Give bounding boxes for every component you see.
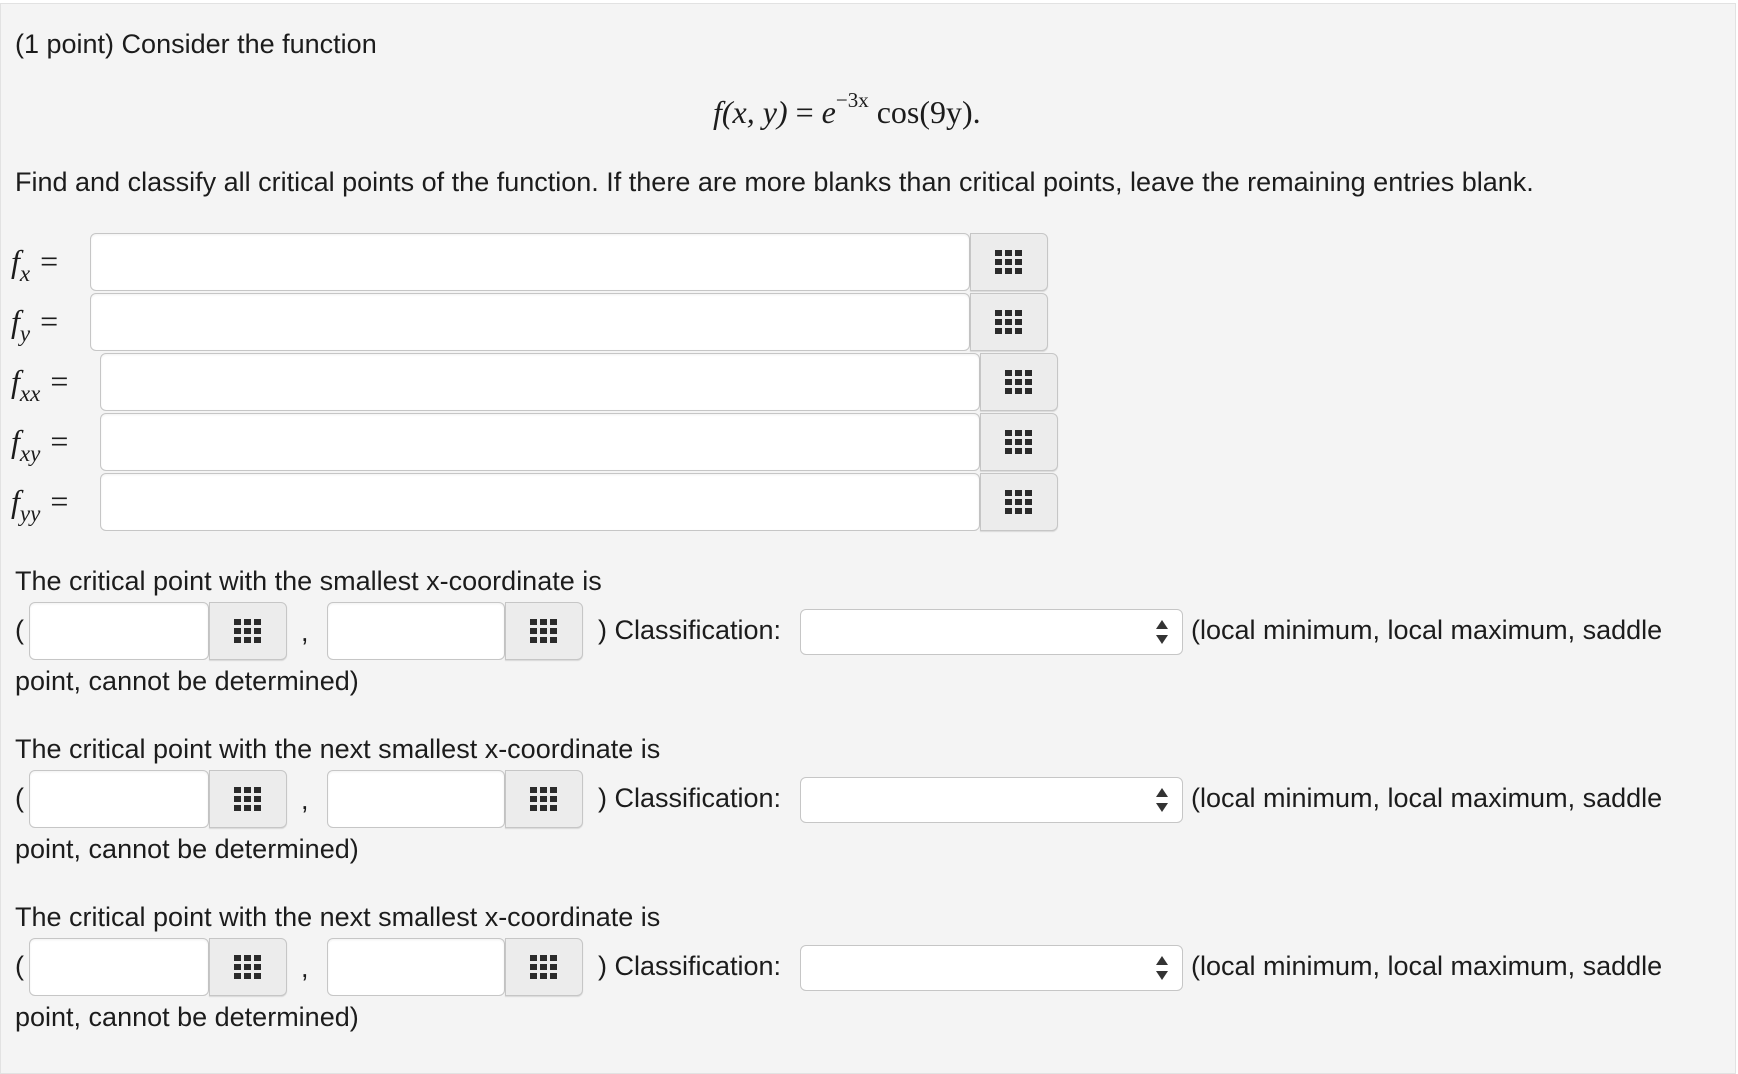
cp3-x-input[interactable] (29, 938, 209, 996)
grid-icon (1005, 430, 1033, 454)
cp2-y-input[interactable] (327, 770, 505, 828)
formula-equals: = (795, 94, 814, 130)
grid-icon (234, 787, 262, 811)
cp3-heading: The critical point with the next smallest x-coordinate is (15, 902, 661, 932)
fx-input[interactable] (90, 233, 970, 291)
grid-icon (234, 619, 262, 643)
cp3-classification-select[interactable] (800, 945, 1183, 991)
fxx-input[interactable] (100, 353, 980, 411)
cp2-classification-label: ) Classification: (598, 783, 782, 813)
fy-tool-button[interactable] (970, 293, 1048, 351)
cp1-hint-line1: (local minimum, local maximum, saddle (1191, 615, 1663, 645)
cp3-x-tool-button[interactable] (209, 938, 287, 996)
cp1-open-paren: ( (15, 615, 24, 645)
cp1-classification-select[interactable] (800, 609, 1183, 655)
formula-rest: cos(9y). (876, 94, 981, 130)
fxy-input[interactable] (100, 413, 980, 471)
cp2-heading: The critical point with the next smallest x-coordinate is (15, 734, 661, 764)
fyy-tool-button[interactable] (980, 473, 1058, 531)
formula-exponent: −3x (835, 88, 869, 112)
fxx-label: $f_{xx}$ = (11, 363, 69, 406)
cp3-hint-line2: point, cannot be determined) (15, 1002, 359, 1032)
up-down-arrows-icon (1155, 955, 1169, 981)
fx-tool-button[interactable] (970, 233, 1048, 291)
cp3-comma: , (301, 953, 309, 983)
up-down-arrows-icon (1155, 619, 1169, 645)
cp2-comma: , (301, 785, 309, 815)
cp1-x-input[interactable] (29, 602, 209, 660)
fyy-input[interactable] (100, 473, 980, 531)
cp1-y-input[interactable] (327, 602, 505, 660)
fy-label: $f_y$ = (11, 303, 59, 346)
grid-icon (1005, 370, 1033, 394)
cp3-y-input[interactable] (327, 938, 505, 996)
grid-icon (995, 250, 1023, 274)
cp2-y-tool-button[interactable] (505, 770, 583, 828)
cp1-hint-line2: point, cannot be determined) (15, 666, 359, 696)
cp3-y-tool-button[interactable] (505, 938, 583, 996)
cp3-hint-line1: (local minimum, local maximum, saddle (1191, 951, 1663, 981)
fxx-tool-button[interactable] (980, 353, 1058, 411)
cp1-classification-label: ) Classification: (598, 615, 782, 645)
cp1-y-tool-button[interactable] (505, 602, 583, 660)
cp2-x-input[interactable] (29, 770, 209, 828)
cp2-open-paren: ( (15, 783, 24, 813)
cp3-open-paren: ( (15, 951, 24, 981)
fxy-tool-button[interactable] (980, 413, 1058, 471)
cp2-classification-select[interactable] (800, 777, 1183, 823)
formula-lhs: f(x, y) (713, 94, 788, 130)
up-down-arrows-icon (1155, 787, 1169, 813)
cp1-comma: , (301, 617, 309, 647)
instructions: Find and classify all critical points of the function. If there are more blanks than critical points, leave the remaining entries blank. (15, 167, 1534, 197)
grid-icon (1005, 490, 1033, 514)
cp1-heading: The critical point with the smallest x-coordinate is (15, 566, 602, 596)
grid-icon (530, 955, 558, 979)
grid-icon (995, 310, 1023, 334)
grid-icon (530, 619, 558, 643)
problem-header: (1 point) Consider the function (15, 29, 377, 59)
cp2-x-tool-button[interactable] (209, 770, 287, 828)
grid-icon (530, 787, 558, 811)
fyy-label: $f_{yy}$ = (11, 483, 69, 526)
function-formula (713, 88, 981, 132)
fx-label: $f_x$ = (11, 243, 59, 286)
fy-input[interactable] (90, 293, 970, 351)
grid-icon (234, 955, 262, 979)
formula-base: e (821, 94, 836, 130)
cp2-hint-line2: point, cannot be determined) (15, 834, 359, 864)
cp2-hint-line1: (local minimum, local maximum, saddle (1191, 783, 1663, 813)
problem-panel (0, 3, 1736, 1074)
cp3-classification-label: ) Classification: (598, 951, 782, 981)
cp1-x-tool-button[interactable] (209, 602, 287, 660)
fxy-label: $f_{xy}$ = (11, 423, 69, 466)
